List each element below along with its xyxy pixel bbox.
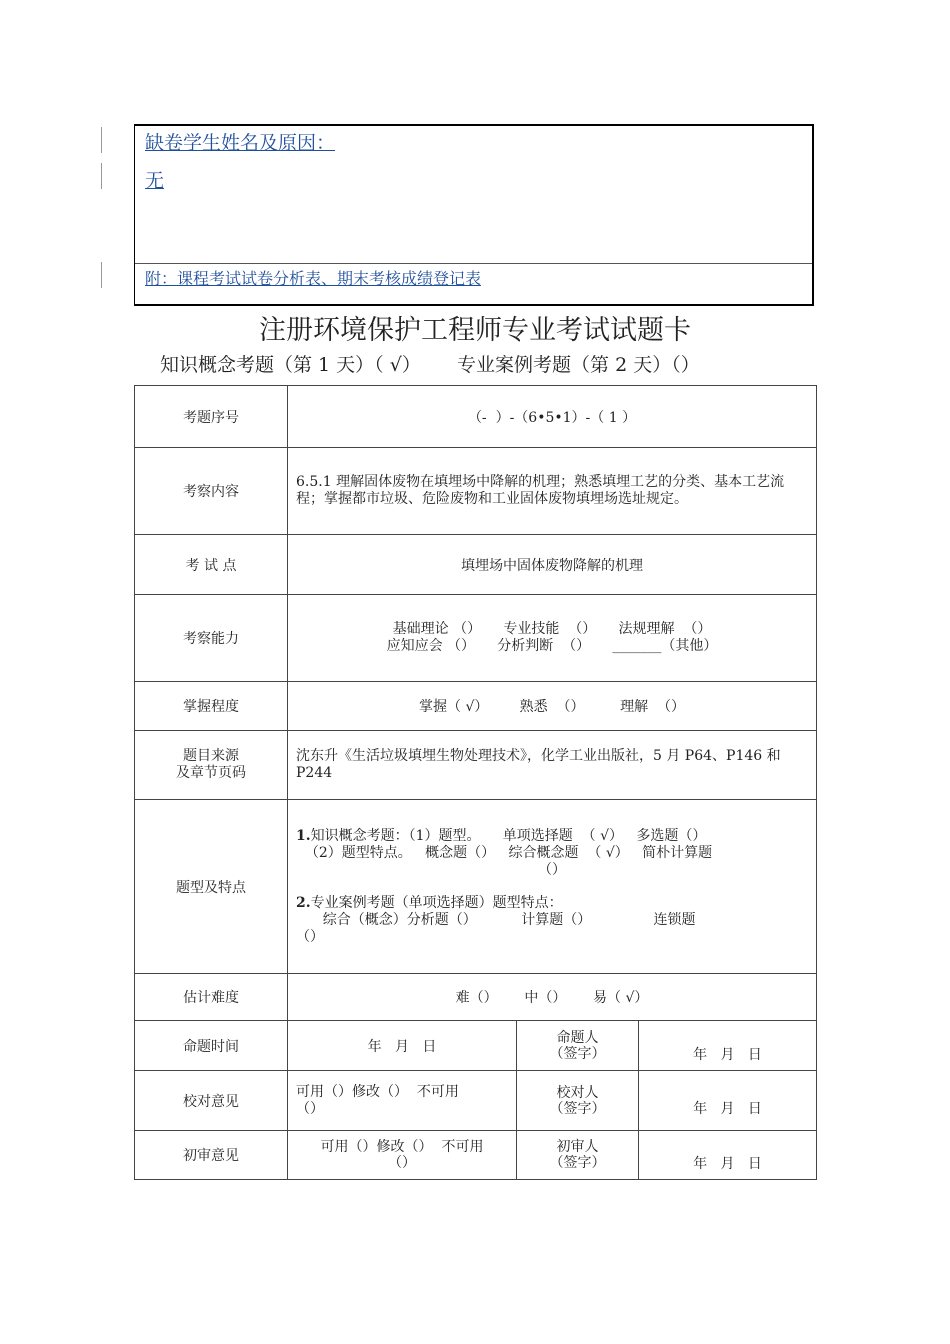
table-row [135,974,817,1021]
margin-tick [101,163,102,189]
type-p1-line-3: （） [538,861,567,878]
table-row [135,595,817,682]
attachment-link[interactable]: 附：课程考试试卷分析表、期末考核成绩登记表 [145,269,482,288]
table-row [135,448,817,535]
review-signer-line-1: 校对人 [556,1084,599,1101]
type-label: 题型及特点 [135,800,288,974]
type-value [288,800,817,974]
type-p1-number: 1. [296,827,311,844]
source-value: 沈东升《生活垃圾填埋生物处理技术》，化学工业出版社，5 月 P64、P146 和 P244 [288,731,817,800]
source-label-line-1: 题目来源 [183,748,239,764]
review-value [288,1071,517,1131]
source-label-line-2: 及章节页码 [176,765,246,781]
type-p1-line-2: （2）题型特点。 概念题（） 综合概念题 （ √） 简朴计算题 [296,844,713,861]
document-title: 注册环境保护工程师专业考试试题卡 [259,315,691,346]
mastery-value: 掌握（ √） 熟悉 （） 理解 （） [288,682,817,731]
ability-label: 考察能力 [135,595,288,682]
type-p2-number: 2. [296,894,311,911]
question-card-table [134,385,817,1180]
first-review-value-line-2: （） [388,1155,416,1171]
review-label: 校对意见 [135,1071,288,1131]
time-signer-line-2: （签字） [549,1045,606,1062]
source-label [135,731,288,800]
margin-tick [101,127,102,153]
table-row [135,1131,817,1180]
first-review-signer-line-1: 初审人 [556,1139,599,1155]
missing-students-value[interactable]: 无 [145,170,165,192]
margin-tick [101,262,102,288]
table-row [135,1021,817,1071]
first-review-date: 年 月 日 [639,1131,817,1180]
mastery-label: 掌握程度 [135,682,288,731]
table-row [135,682,817,731]
review-signer-line-2: （签字） [549,1100,606,1117]
review-date: 年 月 日 [639,1071,817,1131]
first-review-value [288,1131,517,1180]
point-value: 填埋场中固体废物降解的机理 [288,535,817,595]
review-value-line-2: （） [296,1100,324,1117]
content-label: 考察内容 [135,448,288,535]
ability-line-2: 应知应会 （） 分析判断 （） _______（其他） [386,638,718,654]
type-p1-line-1: 知识概念考题：（1）题型。 单项选择题 （ √） 多选题（） [310,827,707,844]
time-signer-line-1: 命题人 [556,1029,599,1046]
time-label: 命题时间 [135,1021,288,1071]
review-signer [517,1071,639,1131]
ability-line-1: 基础理论 （） 专业技能 （） 法规理解 （） [392,621,712,637]
table-row [135,731,817,800]
table-row [135,386,817,448]
difficulty-label: 估计难度 [135,974,288,1021]
time-date: 年 月 日 [639,1021,817,1071]
seq-label: 考题序号 [135,386,288,448]
first-review-label: 初审意见 [135,1131,288,1180]
time-signer [517,1021,639,1071]
time-value: 年 月 日 [288,1021,517,1071]
first-review-signer [517,1131,639,1180]
table-row [135,1071,817,1131]
missing-students-box [134,124,814,306]
seq-value: （- ）-（6•5•1）-（ 1 ） [288,386,817,448]
missing-students-title[interactable]: 缺卷学生姓名及原因： [145,132,336,154]
document-subtitle: 知识概念考题（第 1 天）（ √） 专业案例考题（第 2 天）（） [160,354,700,376]
first-review-value-line-1: 可用（）修改（） 不可用 [320,1139,484,1155]
type-p2-line-3: （） [296,928,324,945]
difficulty-value: 难（） 中（） 易（ √） [288,974,817,1021]
ability-value [288,595,817,682]
type-p2-line-2: 综合（概念）分析题（） 计算题（） 连锁题 [296,911,696,928]
table-row [135,535,817,595]
first-review-signer-line-2: （签字） [549,1155,606,1171]
content-value: 6.5.1 理解固体废物在填埋场中降解的机理；熟悉填埋工艺的分类、基本工艺流程；掌握都市垃圾、危险废物和工业固体废物填埋场选址规定。 [288,448,817,535]
type-p2-line-1: 专业案例考题（单项选择题）题型特点： [310,894,563,911]
table-row [135,800,817,974]
box-divider [135,263,812,264]
point-label: 考 试 点 [135,535,288,595]
review-value-line-1: 可用（）修改（） 不可用 [296,1083,459,1100]
